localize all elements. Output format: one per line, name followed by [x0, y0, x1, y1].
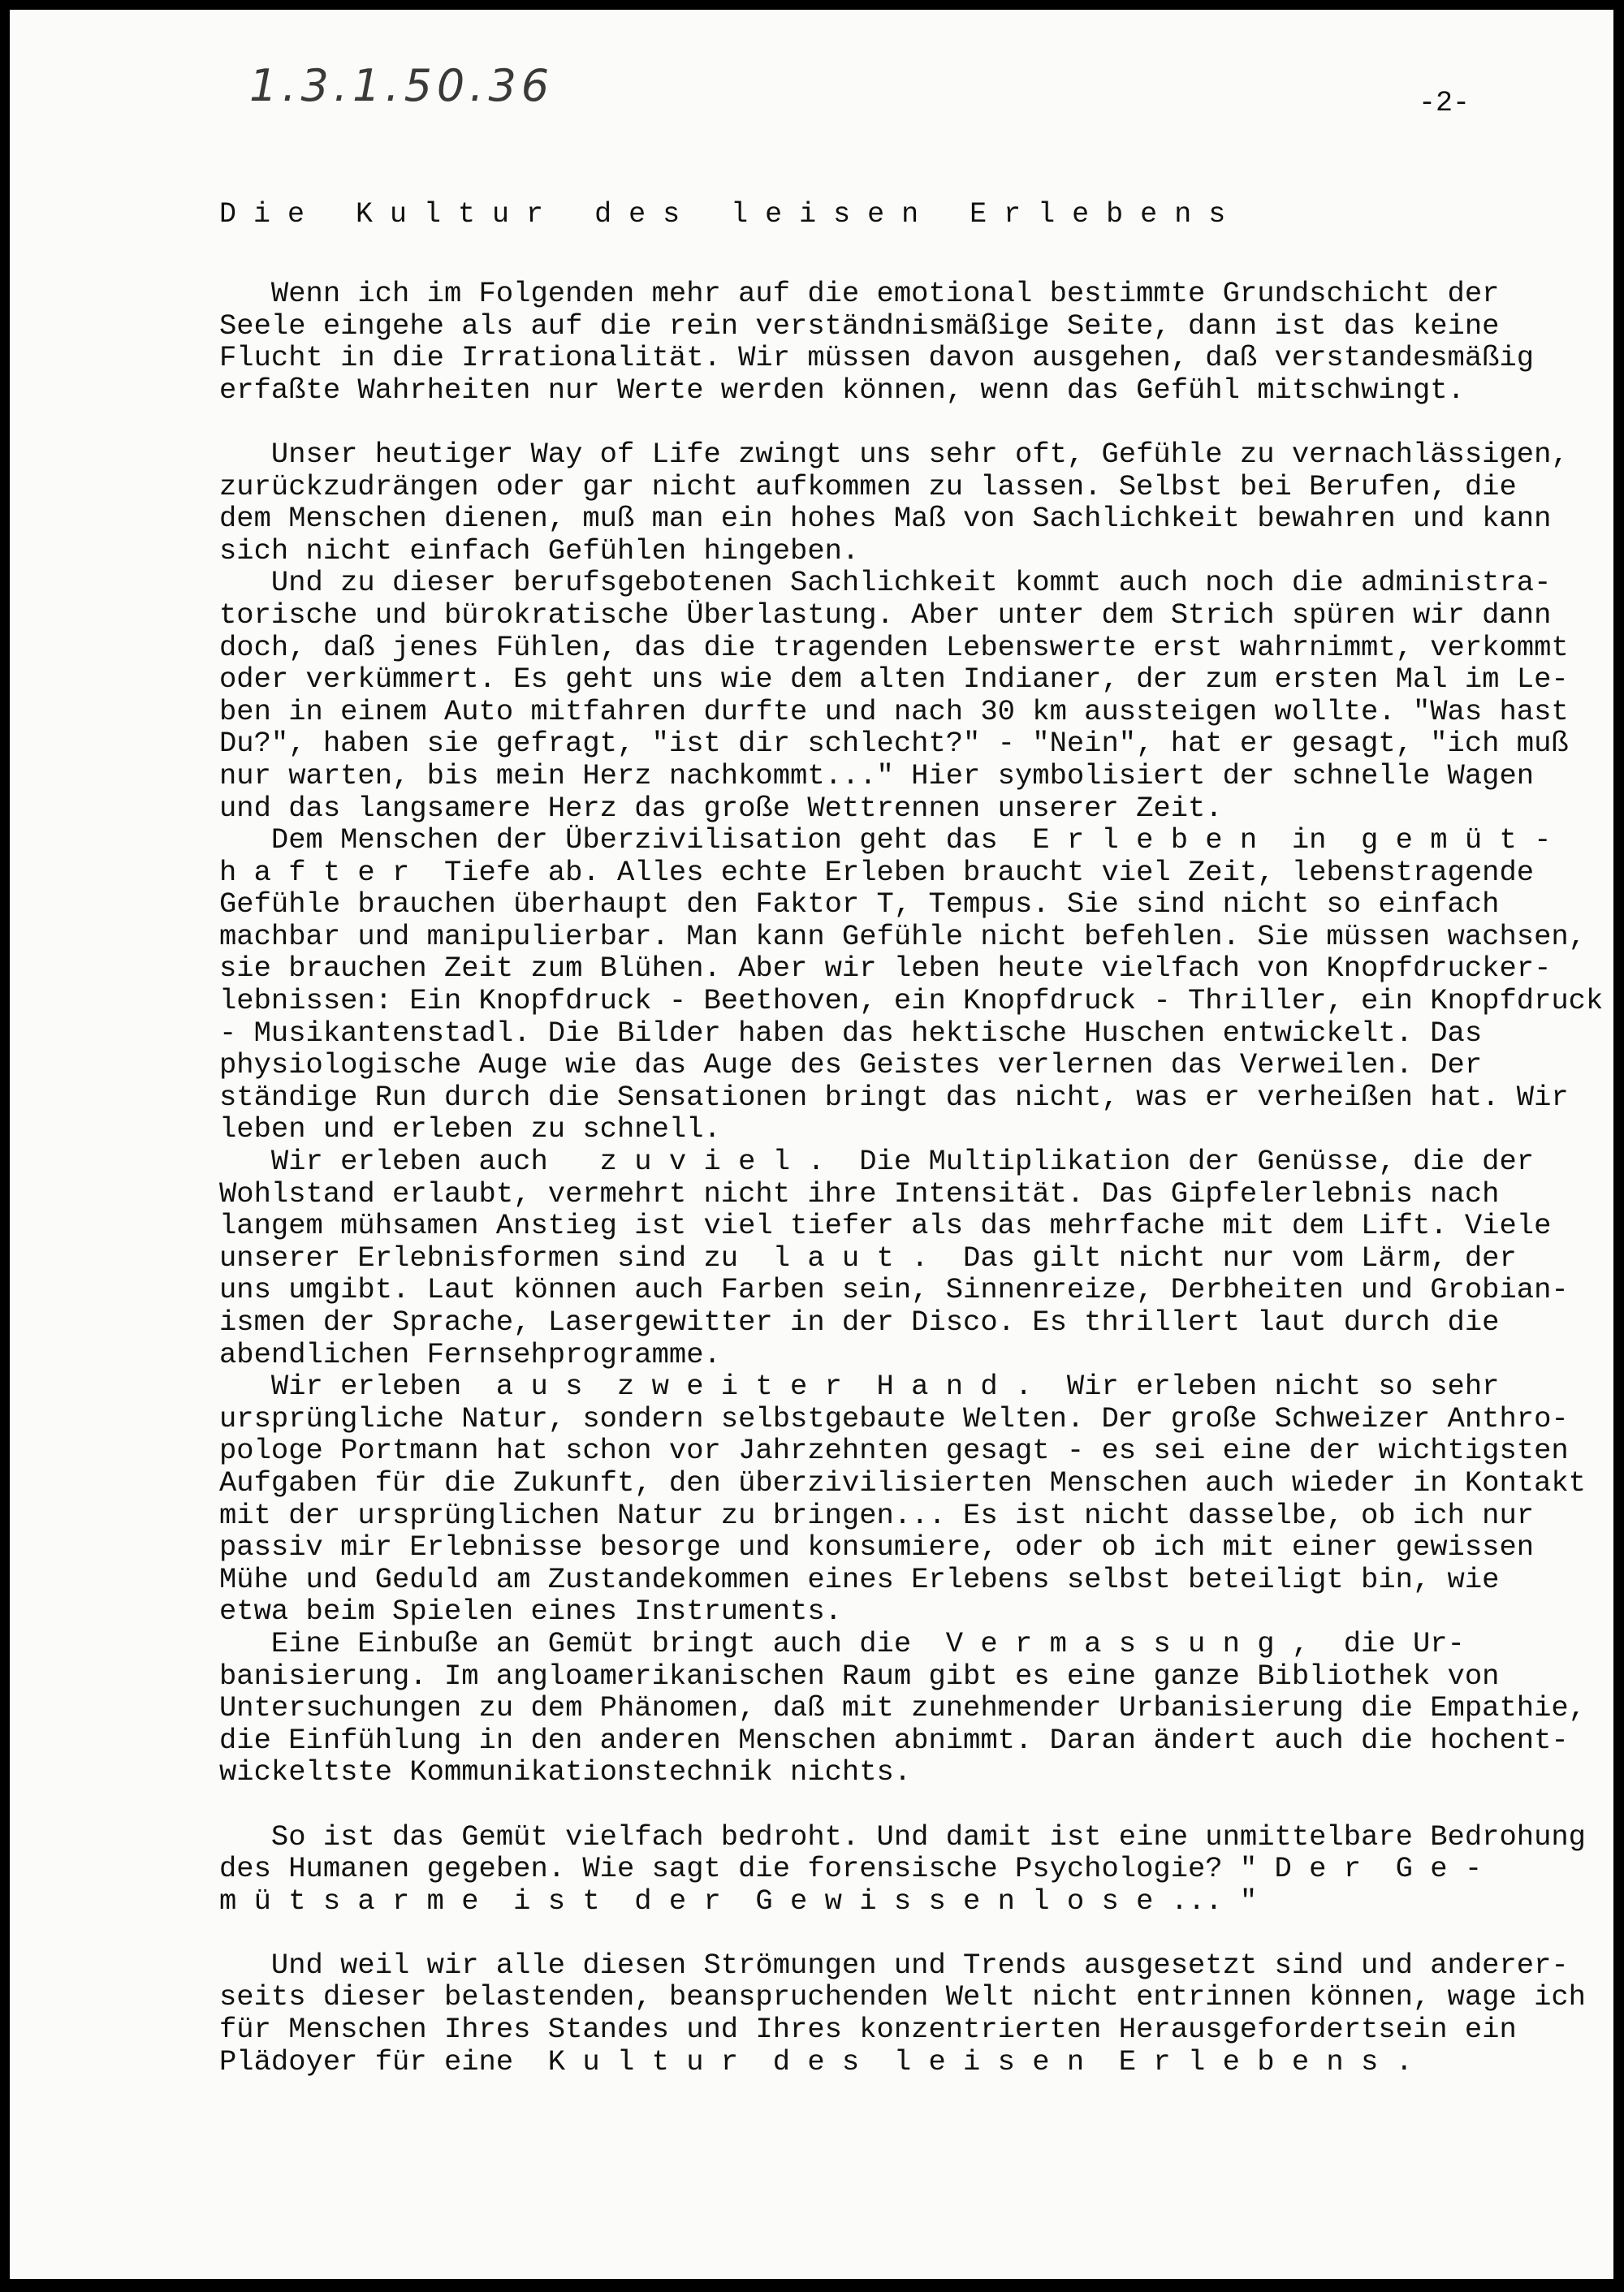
- paragraph: [219, 438, 1613, 1789]
- text-line: - Musikantenstadl. Die Bilder haben das hektische Huschen entwickelt. Das: [219, 1016, 1483, 1050]
- text-line: oder verkümmert. Es geht uns wie dem alten Indianer, der zum ersten Mal im Le-: [219, 663, 1569, 697]
- body-text: [219, 278, 1613, 2078]
- text-line: Eine Einbuße an Gemüt bringt auch die V e r m a s s u n g , die Ur-: [219, 1626, 1465, 1660]
- text-line: wickeltste Kommunikationstechnik nichts.: [219, 1755, 912, 1789]
- text-line: Mühe und Geduld am Zustandekommen eines Erlebens selbst beteiligt bin, wie: [219, 1562, 1500, 1596]
- text-line: Wenn ich im Folgenden mehr auf die emotional bestimmte Grundschicht der: [219, 277, 1500, 310]
- text-line: m ü t s a r m e i s t d e r G e w i s s e n l o s e ... ": [219, 1884, 1258, 1918]
- text-line: des Humanen gegeben. Wie sagt die forensische Psychologie? " D e r G e -: [219, 1852, 1483, 1886]
- text-line: Wohlstand erlaubt, vermehrt nicht ihre Intensität. Das Gipfelerlebnis nach: [219, 1176, 1500, 1211]
- paragraph-gap: [219, 1917, 1613, 1949]
- text-line: die Einfühlung in den anderen Menschen abnimmt. Daran ändert auch die hochent-: [219, 1723, 1569, 1757]
- text-line: Wir erleben a u s z w e i t e r H a n d . Wir erleben nicht so sehr: [219, 1370, 1500, 1404]
- text-line: machbar und manipulierbar. Man kann Gefühle nicht befehlen. Sie müssen wachsen,: [219, 919, 1586, 953]
- document-title: D i e K u l t u r d e s l e i s e n E r l e b e n s: [219, 198, 1226, 231]
- paragraph: [219, 1949, 1613, 2078]
- text-line: Flucht in die Irrationalität. Wir müssen davon ausgehen, daß verstandesmäßig: [219, 341, 1535, 375]
- document-page: [10, 10, 1613, 2279]
- page-number: -2-: [1419, 87, 1471, 119]
- text-line: uns umgibt. Laut können auch Farben sein, Sinnenreize, Derbheiten und Grobian-: [219, 1273, 1569, 1307]
- text-line: mit der ursprünglichen Natur zu bringen... Es ist nicht dasselbe, ob ich nur: [219, 1498, 1535, 1532]
- text-line: Unser heutiger Way of Life zwingt uns sehr oft, Gefühle zu vernachlässigen,: [219, 437, 1569, 471]
- text-line: Untersuchungen zu dem Phänomen, daß mit zunehmender Urbanisierung die Empathie,: [219, 1691, 1586, 1725]
- text-line: Wir erleben auch z u v i e l . Die Multiplikation der Genüsse, die der: [219, 1145, 1535, 1179]
- paragraph-gap: [219, 1789, 1613, 1821]
- text-line: pologe Portmann hat schon vor Jahrzehnten gesagt - es sei eine der wichtigsten: [219, 1434, 1569, 1468]
- handwritten-reference: 1.3.1.50.36: [249, 60, 555, 111]
- text-line: Und zu dieser berufsgebotenen Sachlichkeit kommt auch noch die administra-: [219, 566, 1552, 600]
- text-line: leben und erleben zu schnell.: [219, 1112, 721, 1146]
- text-line: etwa beim Spielen eines Instruments.: [219, 1595, 842, 1629]
- text-line: unserer Erlebnisformen sind zu l a u t . Das gilt nicht nur vom Lärm, der: [219, 1241, 1517, 1275]
- text-line: dem Menschen dienen, muß man ein hohes Maß von Sachlichkeit bewahren und kann: [219, 502, 1552, 536]
- text-line: Du?", haben sie gefragt, "ist dir schlecht?" - "Nein", hat er gesagt, "ich muß: [219, 727, 1569, 761]
- text-line: lebnissen: Ein Knopfdruck - Beethoven, ein Knopfdruck - Thriller, ein Knopfdruck: [219, 984, 1604, 1018]
- text-line: Seele eingehe als auf die rein verständnismäßige Seite, dann ist das keine: [219, 309, 1500, 343]
- text-line: sich nicht einfach Gefühlen hingeben.: [219, 533, 860, 568]
- text-line: seits dieser belastenden, beanspruchenden Welt nicht entrinnen können, wage ich: [219, 1980, 1586, 2014]
- text-line: und das langsamere Herz das große Wettrennen unserer Zeit.: [219, 791, 1223, 825]
- text-line: Aufgaben für die Zukunft, den überzivilisierten Menschen auch wieder in Kontakt: [219, 1465, 1586, 1500]
- text-line: Und weil wir alle diesen Strömungen und Trends ausgesetzt sind und anderer-: [219, 1948, 1569, 1982]
- text-line: h a f t e r Tiefe ab. Alles echte Erleben braucht viel Zeit, lebenstragende: [219, 855, 1535, 889]
- paragraph-gap: [219, 406, 1613, 438]
- text-line: ständige Run durch die Sensationen bringt das nicht, was er verheißen hat. Wir: [219, 1080, 1569, 1114]
- text-line: abendlichen Fernsehprogramme.: [219, 1337, 721, 1371]
- text-line: für Menschen Ihres Standes und Ihres konzentrierten Herausgefordertsein ein: [219, 2013, 1517, 2047]
- text-line: Plädoyer für eine K u l t u r d e s l e i s e n E r l e b e n s .: [219, 2044, 1413, 2078]
- text-line: So ist das Gemüt vielfach bedroht. Und damit ist eine unmittelbare Bedrohung: [219, 1819, 1586, 1854]
- text-line: nur warten, bis mein Herz nachkommt..." Hier symbolisiert der schnelle Wagen: [219, 758, 1535, 792]
- text-line: ismen der Sprache, Lasergewitter in der Disco. Es thrillert laut durch die: [219, 1306, 1500, 1339]
- text-line: banisierung. Im angloamerikanischen Raum gibt es eine ganze Bibliothek von: [219, 1659, 1500, 1693]
- text-line: erfaßte Wahrheiten nur Werte werden können, wenn das Gefühl mitschwingt.: [219, 373, 1465, 407]
- text-line: torische und bürokratische Überlastung. Aber unter dem Strich spüren wir dann: [219, 598, 1552, 632]
- text-line: physiologische Auge wie das Auge des Geistes verlernen das Verweilen. Der: [219, 1048, 1483, 1082]
- text-line: langem mühsamen Anstieg ist viel tiefer als das mehrfache mit dem Lift. Viele: [219, 1209, 1552, 1243]
- text-line: doch, daß jenes Fühlen, das die tragenden Lebenswerte erst wahrnimmt, verkommt: [219, 630, 1569, 664]
- text-line: zurückzudrängen oder gar nicht aufkommen zu lassen. Selbst bei Berufen, die: [219, 469, 1517, 503]
- paragraph: [219, 278, 1613, 406]
- paragraph: [219, 1821, 1613, 1918]
- text-line: Dem Menschen der Überzivilisation geht das E r l e b e n in g e m ü t -: [219, 823, 1552, 857]
- text-line: ursprüngliche Natur, sondern selbstgebaute Welten. Der große Schweizer Anthro-: [219, 1401, 1569, 1435]
- text-line: sie brauchen Zeit zum Blühen. Aber wir leben heute vielfach von Knopfdrucker-: [219, 952, 1552, 986]
- text-line: Gefühle brauchen überhaupt den Faktor T, Tempus. Sie sind nicht so einfach: [219, 887, 1500, 922]
- text-line: passiv mir Erlebnisse besorge und konsumiere, oder ob ich mit einer gewissen: [219, 1530, 1535, 1565]
- text-line: ben in einem Auto mitfahren durfte und nach 30 km aussteigen wollte. "Was hast: [219, 694, 1569, 728]
